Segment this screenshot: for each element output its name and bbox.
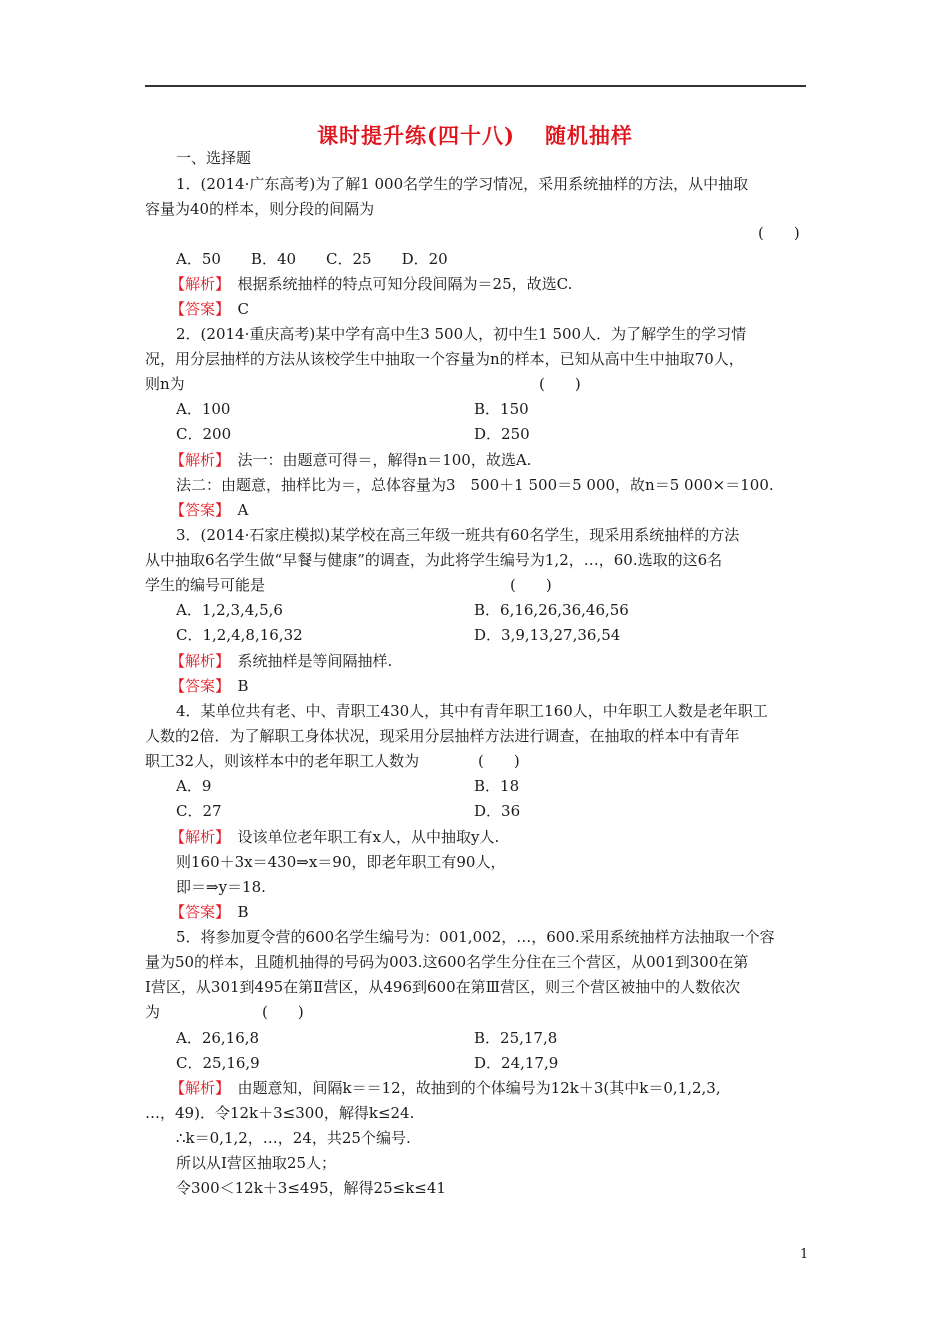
q1-line-1: 1．(2014·广东高考)为了解1 000名学生的学习情况，采用系统抽样的方法，从中抽取: [176, 175, 749, 193]
q1-options: A．50 B．40 C．25 D．20: [176, 250, 448, 268]
q4-line-2: 人数的2倍．为了解职工身体状况，现采用分层抽样方法进行调查，在抽取的样本中有青年: [145, 727, 740, 745]
title-main: 课时提升练(四十八): [317, 123, 515, 148]
q4-analysis-2: 则160＋3x＝430⇒x＝90，即老年职工有90人，: [176, 853, 506, 871]
q2-line-1: 2．(2014·重庆高考)某中学有高中生3 500人，初中生1 500人．为了解学生的学习情: [176, 325, 747, 343]
answer-label: 【答案】: [170, 300, 223, 318]
q2-analysis-text: 法一：由题意可得＝，解得n＝100，故选A.: [237, 451, 532, 469]
q3-line-1: 3．(2014·石家庄模拟)某学校在高三年级一班共有60名学生，现采用系统抽样的方法: [176, 526, 740, 544]
q2-paren: ( ): [539, 375, 581, 393]
q1-line-2: 容量为40的样本，则分段的间隔为: [145, 200, 375, 218]
q4-option-a: A．9: [176, 777, 212, 795]
q4-answer: [170, 902, 249, 922]
q5-option-b: B．25,17,8: [474, 1029, 558, 1047]
analysis-label: 【解析】: [170, 652, 223, 670]
q4-paren: ( ): [478, 752, 520, 770]
analysis-label: 【解析】: [170, 828, 223, 846]
q3-line-2: 从中抽取6名学生做“早餐与健康”的调查，为此将学生编号为1,2，…，60.选取的这6名: [145, 551, 723, 569]
top-rule: [145, 85, 806, 87]
q2-option-b: B．150: [474, 400, 529, 418]
q1-answer-text: C: [237, 300, 250, 318]
q2-option-d: D．250: [474, 425, 530, 443]
q3-paren: ( ): [510, 576, 552, 594]
q2-analysis-2: 法二：由题意，抽样比为＝，总体容量为3 500＋1 500＝5 000，故n＝5 000×＝100.: [176, 476, 774, 494]
section-heading: 一、选择题: [176, 149, 252, 167]
q4-line-1: 4．某单位共有老、中、青职工430人，其中有青年职工160人，中年职工人数是老年职工: [176, 702, 768, 720]
q5-analysis-text: 由题意知，间隔k＝＝12，故抽到的个体编号为12k＋3(其中k＝0,1,2,3,: [237, 1079, 721, 1097]
q2-answer: [170, 500, 248, 520]
q4-line-3: 职工32人，则该样本中的老年职工人数为: [145, 752, 420, 770]
q3-analysis: [170, 651, 392, 671]
q2-answer-text: A: [237, 501, 249, 519]
q3-answer: [170, 676, 249, 696]
q4-option-d: D．36: [474, 802, 521, 820]
q4-analysis: [170, 827, 499, 847]
q2-option-c: C．200: [176, 425, 232, 443]
q5-analysis-4: 所以从Ⅰ营区抽取25人；: [176, 1154, 337, 1172]
analysis-label: 【解析】: [170, 451, 223, 469]
analysis-label: 【解析】: [170, 275, 223, 293]
analysis-label: 【解析】: [170, 1079, 223, 1097]
q5-analysis-2: …，49)．令12k＋3≤300，解得k≤24.: [145, 1104, 415, 1122]
q3-line-3: 学生的编号可能是: [145, 576, 266, 594]
q5-paren: ( ): [262, 1003, 304, 1021]
q5-option-c: C．25,16,9: [176, 1054, 260, 1072]
q3-option-d: D．3,9,13,27,36,54: [474, 626, 621, 644]
q4-analysis-text: 设该单位老年职工有x人，从中抽取y人.: [237, 828, 500, 846]
answer-label: 【答案】: [170, 903, 223, 921]
q3-option-a: A．1,2,3,4,5,6: [176, 601, 283, 619]
q2-line-3: 则n为: [145, 375, 185, 393]
title-sub: 随机抽样: [544, 123, 633, 148]
q5-line-4: 为: [145, 1003, 161, 1021]
q3-option-c: C．1,2,4,8,16,32: [176, 626, 303, 644]
q2-line-2: 况，用分层抽样的方法从该校学生中抽取一个容量为n的样本，已知从高中生中抽取70人，: [145, 350, 744, 368]
q5-line-2: 量为50的样本，且随机抽得的号码为003.这600名学生分住在三个营区，从001到300在第: [145, 953, 749, 971]
q1-answer: [170, 299, 249, 319]
q4-option-c: C．27: [176, 802, 222, 820]
q4-analysis-3: 即＝⇒y＝18.: [176, 878, 266, 896]
answer-label: 【答案】: [170, 677, 223, 695]
q5-line-3: Ⅰ营区，从301到495在第Ⅱ营区，从496到600在第Ⅲ营区，则三个营区被抽中的人数依次: [145, 978, 741, 996]
answer-label: 【答案】: [170, 501, 223, 519]
q2-analysis: [170, 450, 531, 470]
q5-analysis-3: ∴k＝0,1,2，…，24，共25个编号.: [176, 1129, 411, 1147]
q5-option-d: D．24,17,9: [474, 1054, 559, 1072]
q3-answer-text: B: [237, 677, 249, 695]
q4-option-b: B．18: [474, 777, 520, 795]
q5-option-a: A．26,16,8: [176, 1029, 260, 1047]
q5-line-1: 5．将参加夏令营的600名学生编号为：001,002，…，600.采用系统抽样方法抽取一个容: [176, 928, 775, 946]
q1-analysis-text: 根据系统抽样的特点可知分段间隔为＝25，故选C.: [237, 275, 573, 293]
q2-option-a: A．100: [176, 400, 231, 418]
q3-option-b: B．6,16,26,36,46,56: [474, 601, 629, 619]
q1-paren: ( ): [758, 224, 800, 242]
q1-analysis: [170, 274, 572, 294]
q5-analysis-5: 令300＜12k＋3≤495，解得25≤k≤41: [176, 1179, 446, 1197]
page-number: 1: [800, 1247, 809, 1262]
page-title: [0, 120, 950, 150]
q5-analysis: [170, 1078, 721, 1098]
q4-answer-text: B: [237, 903, 249, 921]
q3-analysis-text: 系统抽样是等间隔抽样.: [237, 652, 393, 670]
